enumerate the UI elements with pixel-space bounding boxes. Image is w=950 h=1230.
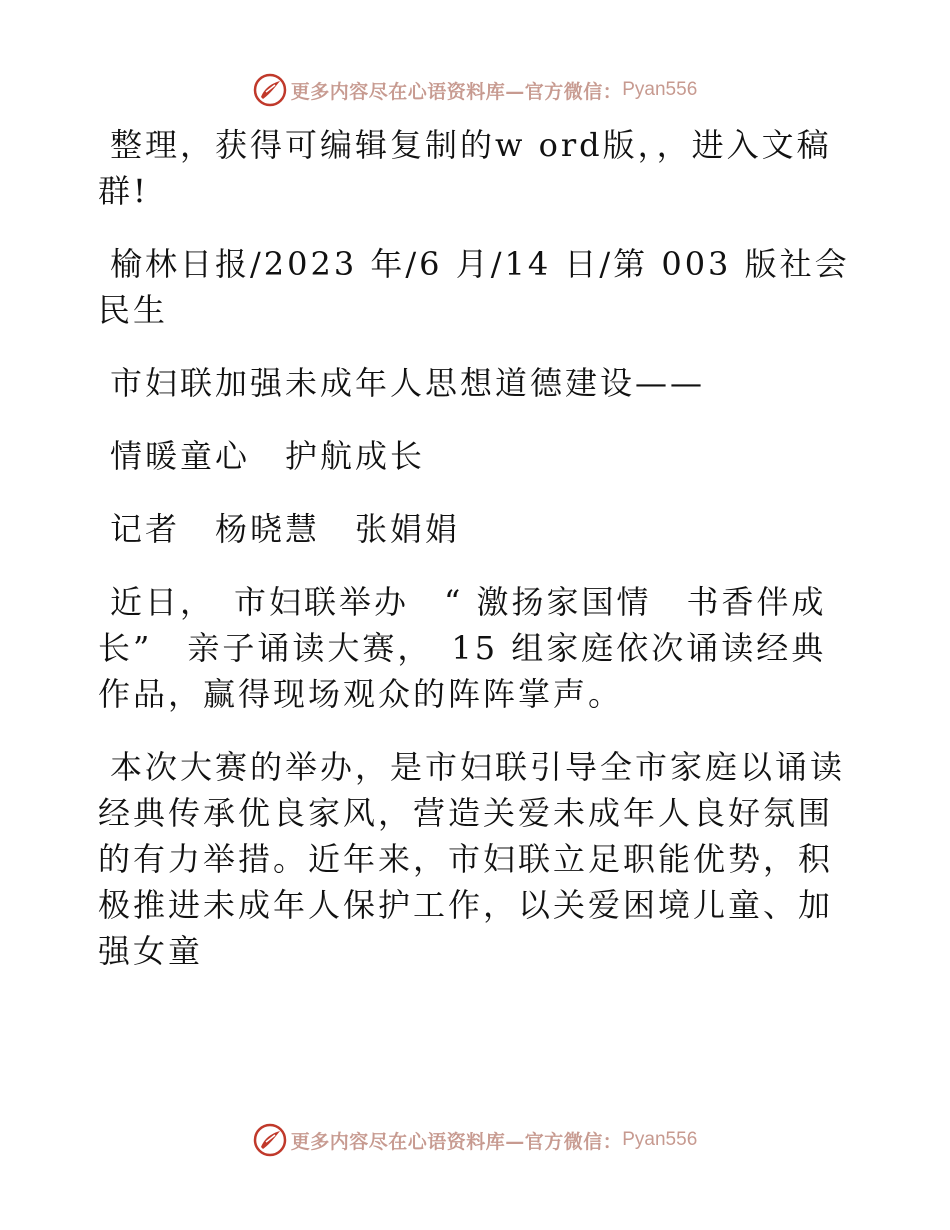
- watermark-wechat-id: Pyan556: [622, 1129, 698, 1150]
- watermark-text: 更多内容尽在心语资料库—官方微信：: [290, 80, 623, 103]
- body-paragraph: 近日， 市妇联举办 “ 激扬家国情 书香伴成长” 亲子诵读大赛， 15 组家庭依次诵读经典作品，赢得现场观众的阵阵掌声。: [98, 583, 827, 713]
- source-line: 榆林日报/2023 年/6 月/14 日/第 003 版社会民生: [98, 245, 850, 329]
- byline: 记者 杨晓慧 张娟娟: [110, 510, 461, 548]
- header-watermark: [0, 70, 950, 110]
- document-body: [98, 122, 850, 1001]
- watermark-wechat-id: Pyan556: [622, 79, 698, 100]
- logo-icon: [253, 73, 287, 107]
- logo-icon: [253, 1123, 287, 1157]
- intro-paragraph: 整理，获得可编辑复制的w ord版，，进入文稿群!: [98, 126, 832, 210]
- headline-kicker: 市妇联加强未成年人思想道德建设——: [110, 364, 706, 402]
- headline: 情暖童心 护航成长: [110, 437, 426, 475]
- body-paragraph: 本次大赛的举办，是市妇联引导全市家庭以诵读经典传承优良家风，营造关爱未成年人良好氛围的有力举措。近年来，市妇联立足职能优势，积极推进未成年人保护工作，以关爱困境儿童、加强女童: [98, 748, 846, 970]
- footer-watermark: [0, 1120, 950, 1160]
- watermark-text: 更多内容尽在心语资料库—官方微信：: [290, 1130, 623, 1153]
